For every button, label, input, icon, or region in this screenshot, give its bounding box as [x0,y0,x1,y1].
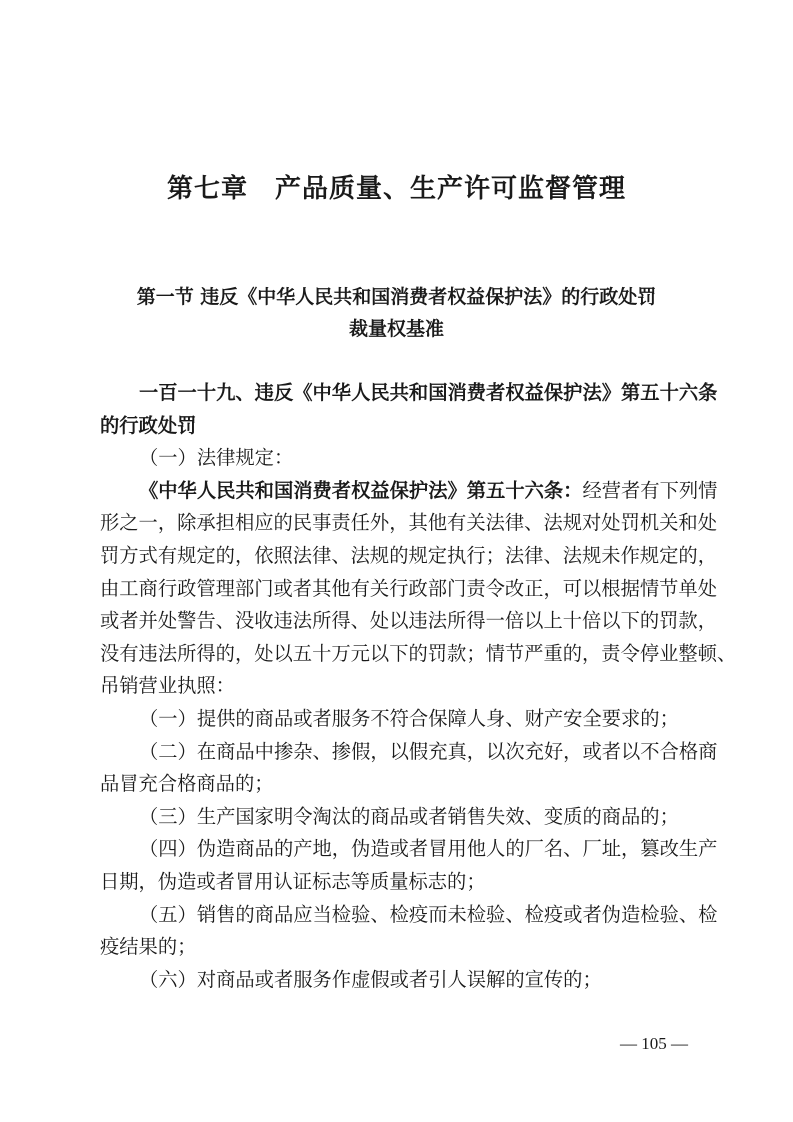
article-heading-line-2: 的行政处罚 [100,413,197,437]
list-item-4-cont: 日期，伪造或者冒用认证标志等质量标志的； [100,869,486,893]
list-item-3: （三）生产国家明令淘汰的商品或者销售失效、变质的商品的； [139,804,679,828]
legal-provision-label: （一）法律规定： [139,446,294,470]
chapter-title: 第七章 产品质量、生产许可监督管理 [166,174,626,204]
section-title-line-2: 裁量权基准 [348,318,444,340]
law-paragraph-line: 《中华人民共和国消费者权益保护法》第五十六条：经营者有下列情 [139,478,718,502]
list-item-4: （四）伪造商品的产地，伪造或者冒用他人的厂名、厂址，篡改生产 [139,837,718,861]
list-item-5-cont: 疫结果的； [100,935,197,959]
list-item-5: （五）销售的商品应当检验、检疫而未检验、检疫或者伪造检验、检 [139,902,718,926]
law-citation: 《中华人民共和国消费者权益保护法》第五十六条： [139,478,583,502]
document-body [100,377,737,996]
law-paragraph-line: 或者并处警告、没收违法所得、处以违法所得一倍以上十倍以下的罚款， [100,609,717,633]
list-item-2-cont: 品冒充合格商品的； [100,772,274,796]
law-paragraph-line: 由工商行政管理部门或者其他有关行政部门责令改正，可以根据情节单处 [100,576,717,600]
list-item-6: （六）对商品或者服务作虚假或者引人误解的宣传的； [139,967,602,991]
law-paragraph-line: 罚方式有规定的，依照法律、法规的规定执行；法律、法规未作规定的， [100,543,717,567]
page-number: — 105 — [620,1034,688,1053]
law-paragraph-line: 没有违法所得的，处以五十万元以下的罚款；情节严重的，责令停业整顿、 [100,641,737,665]
list-item-1: （一）提供的商品或者服务不符合保障人身、财产安全要求的； [139,706,679,730]
article-heading-line-1: 一百一十九、违反《中华人民共和国消费者权益保护法》第五十六条 [139,381,718,404]
list-item-2: （二）在商品中掺杂、掺假，以假充真，以次充好，或者以不合格商 [139,739,718,763]
law-paragraph-line: 吊销营业执照： [100,674,235,698]
section-title-line-1: 第一节 违反《中华人民共和国消费者权益保护法》的行政处罚 [136,286,657,308]
law-paragraph-line: 形之一，除承担相应的民事责任外，其他有关法律、法规对处罚机关和处 [100,511,717,535]
